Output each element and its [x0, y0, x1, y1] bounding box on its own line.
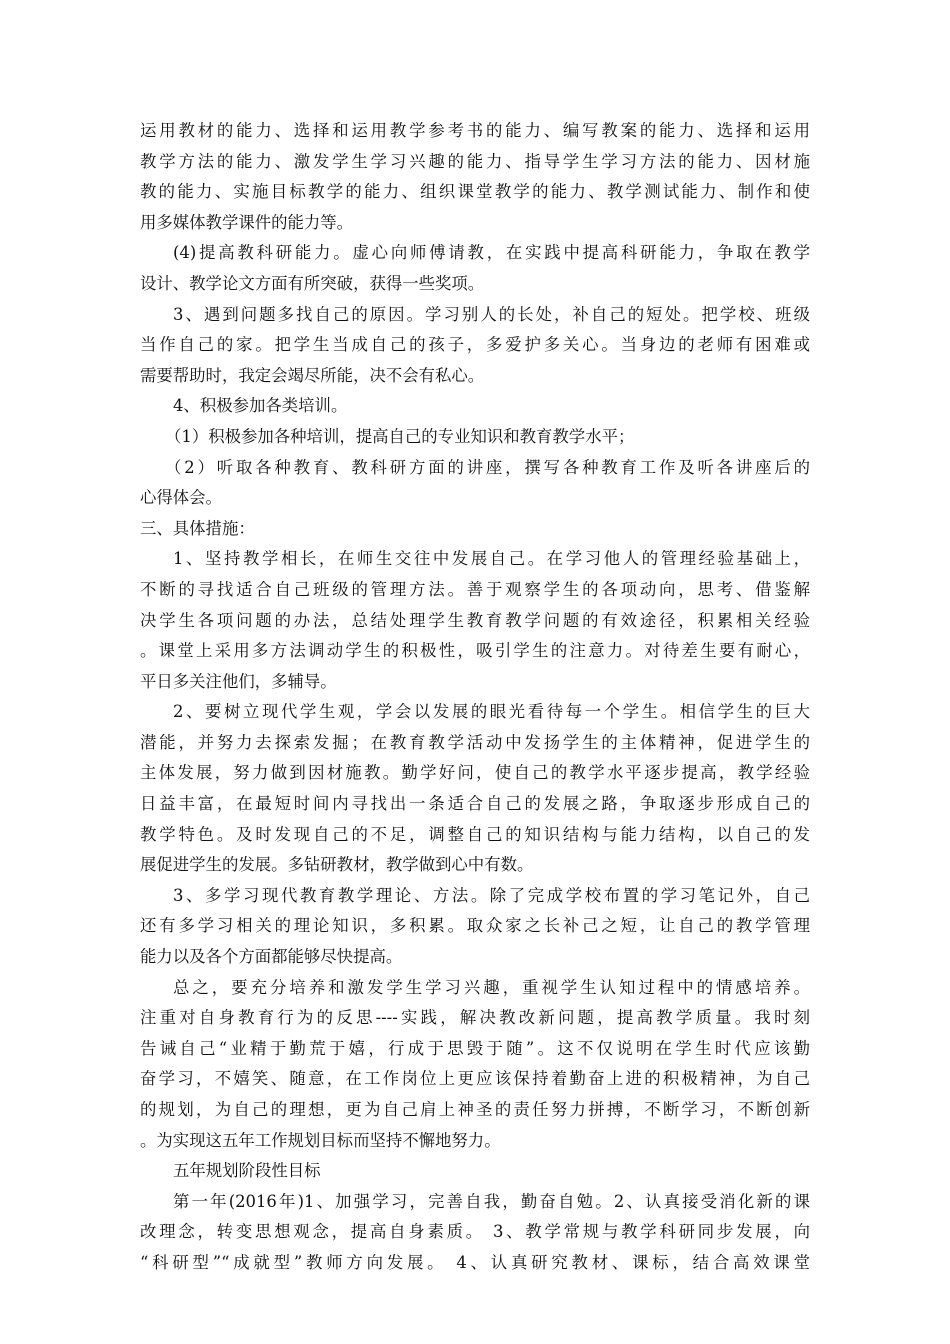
text-line: 的规划，为自己的理想，更为自己肩上神圣的责任努力拼搏，不断学习，不断创新	[140, 1100, 810, 1119]
text-line: 平日多关注他们，多辅导。	[140, 671, 337, 691]
text-line: 告诫自己“业精于勤荒于嬉，行成于思毁于随”。这不仅说明在学生时代应该勤	[140, 1038, 810, 1058]
text-line: 需要帮助时，我定会竭尽所能，决不会有私心。	[140, 365, 485, 385]
text-line: 设计、教学论文方面有所突破，获得一些奖项。	[140, 273, 485, 293]
text-line: （2）听取各种教育、教科研方面的讲座，撰写各种教育工作及听各讲座后的	[165, 457, 810, 477]
text-line: 。为实现这五年工作规划目标而坚持不懈地努力。	[140, 1130, 501, 1150]
text-line: 不断的寻找适合自己班级的管理方法。善于观察学生的各项动向，思考、借鉴解	[140, 579, 810, 599]
text-line: 4、积极参加各类培训。	[173, 396, 348, 416]
text-line: （1）积极参加各种培训，提高自己的专业知识和教育教学水平；	[165, 426, 635, 446]
text-line: 教的能力、实施目标教学的能力、组织课堂教学的能力、教学测试能力、制作和使	[140, 182, 810, 202]
text-line: 主体发展，努力做到因材施教。勤学好问，使自己的教学水平逐步提高，教学经验	[140, 763, 810, 783]
text-line: 决学生各项问题的办法，总结处理学生教育教学问题的有效途径，积累相关经验	[140, 610, 810, 630]
text-line: 潜能，并努力去探索发掘；在教育教学活动中发扬学生的主体精神，促进学生的	[140, 732, 810, 752]
text-line: 展促进学生的发展。多钻研教材，教学做到心中有数。	[140, 855, 534, 875]
subsection-heading: 五年规划阶段性目标	[173, 1161, 321, 1181]
text-line: 还有多学习相关的理论知识，多积累。取众家之长补己之短，让自己的教学管理	[140, 916, 810, 936]
text-line: 当作自己的家。把学生当成自己的孩子，多爱护多关心。当身边的老师有困难或	[140, 335, 810, 355]
text-line: 教学特色。及时发现自己的不足，调整自己的知识结构与能力结构，以自己的发	[140, 824, 810, 844]
text-line: 奋学习，不嬉笑、随意，在工作岗位上更应该保持着勤奋上进的积极精神，为自己	[140, 1069, 810, 1089]
text-line: (4)提高教科研能力。虚心向师傅请教，在实践中提高科研能力，争取在教学	[173, 243, 810, 263]
text-line: 2、要树立现代学生观，学会以发展的眼光看待每一个学生。相信学生的巨大	[173, 702, 810, 722]
text-line: 改理念，转变思想观念，提高自身素质。 3、教学常规与教学科研同步发展，向	[140, 1222, 810, 1242]
text-line: 总之，要充分培养和激发学生学习兴趣，重视学生认知过程中的情感培养。	[173, 977, 810, 997]
text-line: 1、坚持教学相长，在师生交往中发展自己。在学习他人的管理经验基础上，	[173, 549, 810, 569]
text-line: 心得体会。	[140, 488, 222, 508]
text-line: 。课堂上采用多方法调动学生的积极性，吸引学生的注意力。对待差生要有耐心，	[140, 641, 810, 661]
section-heading: 三、具体措施：	[140, 518, 255, 538]
text-line: 用多媒体教学课件的能力等。	[140, 212, 354, 232]
text-line: 运用教材的能力、选择和运用教学参考书的能力、编写教案的能力、选择和运用	[140, 121, 810, 140]
document-page	[140, 116, 810, 1279]
text-line: 3、多学习现代教育教学理论、方法。除了完成学校布置的学习笔记外，自己	[173, 885, 810, 905]
text-line: 第一年(2016年)1、加强学习，完善自我，勤奋自勉。2、认真接受消化新的课	[173, 1191, 810, 1211]
text-line: 教学方法的能力、激发学生学习兴趣的能力、指导学生学习方法的能力、因材施	[140, 151, 810, 171]
text-line: 注重对自身教育行为的反思----实践，解决教改新问题，提高教学质量。我时刻	[140, 1008, 810, 1028]
text-line: 日益丰富，在最短时间内寻找出一条适合自己的发展之路，争取逐步形成自己的	[140, 794, 810, 814]
text-line: “科研型”“成就型”教师方向发展。 4、认真研究教材、课标，结合高效课堂	[140, 1252, 810, 1272]
text-line: 3、遇到问题多找自己的原因。学习别人的长处，补自己的短处。把学校、班级	[173, 304, 810, 324]
text-line: 能力以及各个方面都能够尽快提高。	[140, 947, 403, 967]
